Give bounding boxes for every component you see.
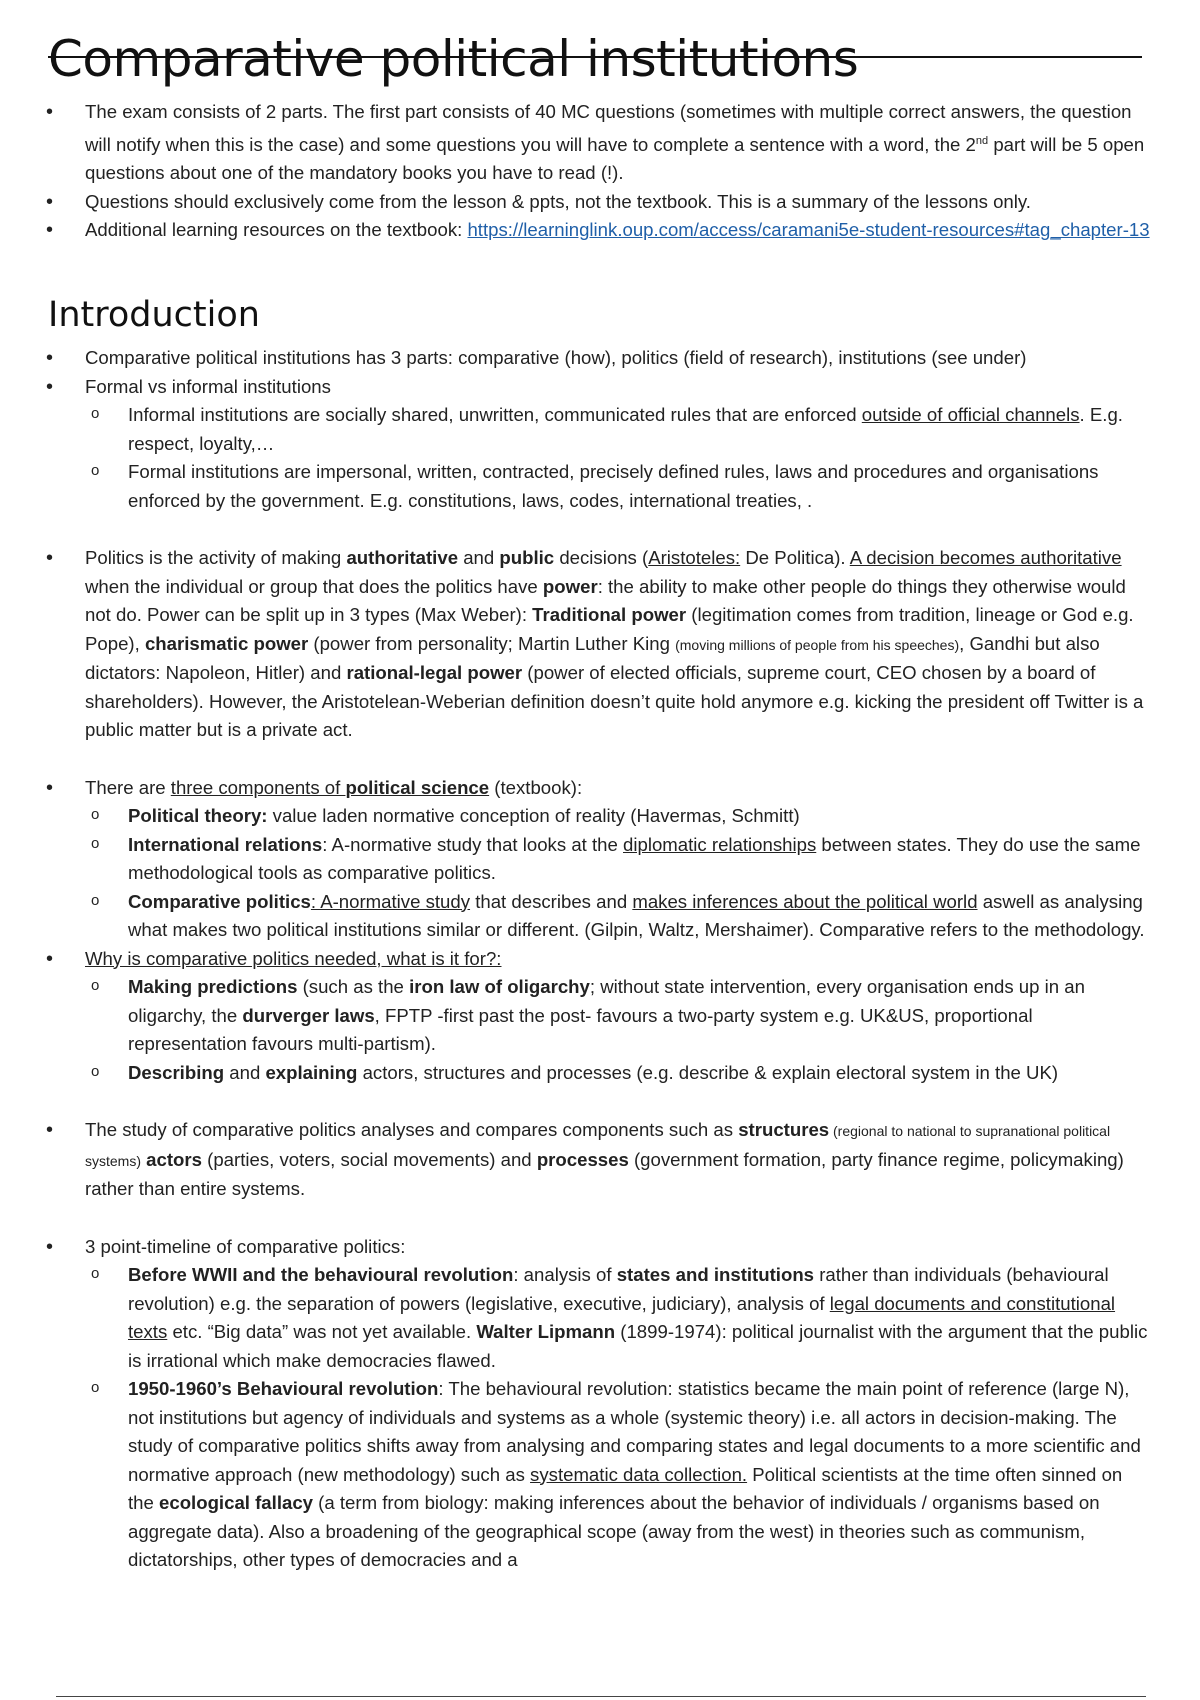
- introduction-content: [0, 344, 1200, 1575]
- list-item: • Additional learning resources on the textbook: https://learninglink.oup.com/access/caramani5e-student-resources#tag_chapter-13: [0, 216, 1150, 245]
- list-item: • Why is comparative politics needed, what is it for?:: [0, 945, 1150, 974]
- list-item: • The exam consists of 2 parts. The first part consists of 40 MC questions (sometimes with multiple correct answers, the question will notify when this is the case) and some questions you will have to complete a sentence with a word, the 2nd part will be 5 open questions about one of the mandatory books you have to read (!).: [0, 98, 1150, 188]
- list-item: • The study of comparative politics analyses and compares components such as structures (regional to national to supranational political systems) actors (parties, voters, social movements) and processes (government formation, party finance regime, policymaking) rather than entire systems.: [0, 1116, 1150, 1204]
- list-item: • Questions should exclusively come from the lesson & ppts, not the textbook. This is a summary of the lessons only.: [0, 188, 1150, 217]
- exam-info-list: [0, 98, 1200, 245]
- page-title: Comparative political institutions: [48, 30, 859, 88]
- sub-list-item: o Comparative politics: A-normative study that describes and makes inferences about the political world aswell as analysing what makes two political institutions similar or different. (Gilpin, Waltz, Mershaimer). Comparative refers to the methodology.: [0, 888, 1150, 945]
- page-bottom-rule: [56, 1696, 1146, 1697]
- sub-list-item: o Before WWII and the behavioural revolution: analysis of states and institutions rather than individuals (behavioural revolution) e.g. the separation of powers (legislative, executive, judiciary), analysis of legal documents and constitutional texts etc. “Big data” was not yet available. Walter Lipmann (1899-1974): political journalist with the argument that the public is irrational which make democracies flawed.: [0, 1261, 1150, 1375]
- sub-list-item: o Informal institutions are socially shared, unwritten, communicated rules that are enforced outside of official channels. E.g. respect, loyalty,…: [0, 401, 1150, 458]
- list-item: • 3 point-timeline of comparative politics:: [0, 1233, 1150, 1262]
- list-item: • There are three components of political science (textbook):: [0, 774, 1150, 803]
- sub-list-item: o International relations: A-normative study that looks at the diplomatic relationships between states. They do use the same methodological tools as comparative politics.: [0, 831, 1150, 888]
- sub-list-item: o Making predictions (such as the iron law of oligarchy; without state intervention, every organisation ends up in an oligarchy, the durverger laws, FPTP -first past the post- favours a two-party system e.g. UK&US, proportional representation favours multi-partism).: [0, 973, 1150, 1059]
- sub-list-item: o 1950-1960’s Behavioural revolution: The behavioural revolution: statistics became the main point of reference (large N), not institutions but agency of individuals and systems as a whole (systemic theory) i.e. all actors in decision-making. The study of comparative politics shifts away from analysing and comparing states and legal documents to a more scientific and normative approach (new methodology) such as systematic data collection. Political scientists at the time often sinned on the ecological fallacy (a term from biology: making inferences about the behavior of individuals / organisms based on aggregate data). Also a broadening of the geographical scope (away from the west) in theories such as communism, dictatorships, other types of democracies and a: [0, 1375, 1150, 1575]
- sub-list-item: o Political theory: value laden normative conception of reality (Havermas, Schmitt): [0, 802, 1150, 831]
- list-item: • Comparative political institutions has 3 parts: comparative (how), politics (field of research), institutions (see under): [0, 344, 1150, 373]
- list-item: • Politics is the activity of making authoritative and public decisions (Aristoteles: De Politica). A decision becomes authoritative when the individual or group that does the politics have power: the ability to make other people do things they otherwise would not do. Power can be split up in 3 types (Max Weber): Traditional power (legitimation comes from tradition, lineage or God e.g. Pope), charismatic power (power from personality; Martin Luther King (moving millions of people from his speeches), Gandhi but also dictators: Napoleon, Hitler) and rational-legal power (power of elected officials, supreme court, CEO chosen by a board of shareholders). However, the Aristotelean-Weberian definition doesn’t quite hold anymore e.g. kicking the president off Twitter is a public matter but is a private act.: [0, 544, 1150, 745]
- section-heading-introduction: Introduction: [48, 295, 260, 335]
- list-item: • Formal vs informal institutions: [0, 373, 1150, 402]
- resources-link[interactable]: https://learninglink.oup.com/access/caramani5e-student-resources#tag_chapter-13: [467, 219, 1150, 241]
- sub-list-item: o Formal institutions are impersonal, written, contracted, precisely defined rules, laws and procedures and organisations enforced by the government. E.g. constitutions, laws, codes, international treaties, .: [0, 458, 1150, 515]
- sub-list-item: o Describing and explaining actors, structures and processes (e.g. describe & explain electoral system in the UK): [0, 1059, 1150, 1088]
- title-underline: [48, 56, 1142, 58]
